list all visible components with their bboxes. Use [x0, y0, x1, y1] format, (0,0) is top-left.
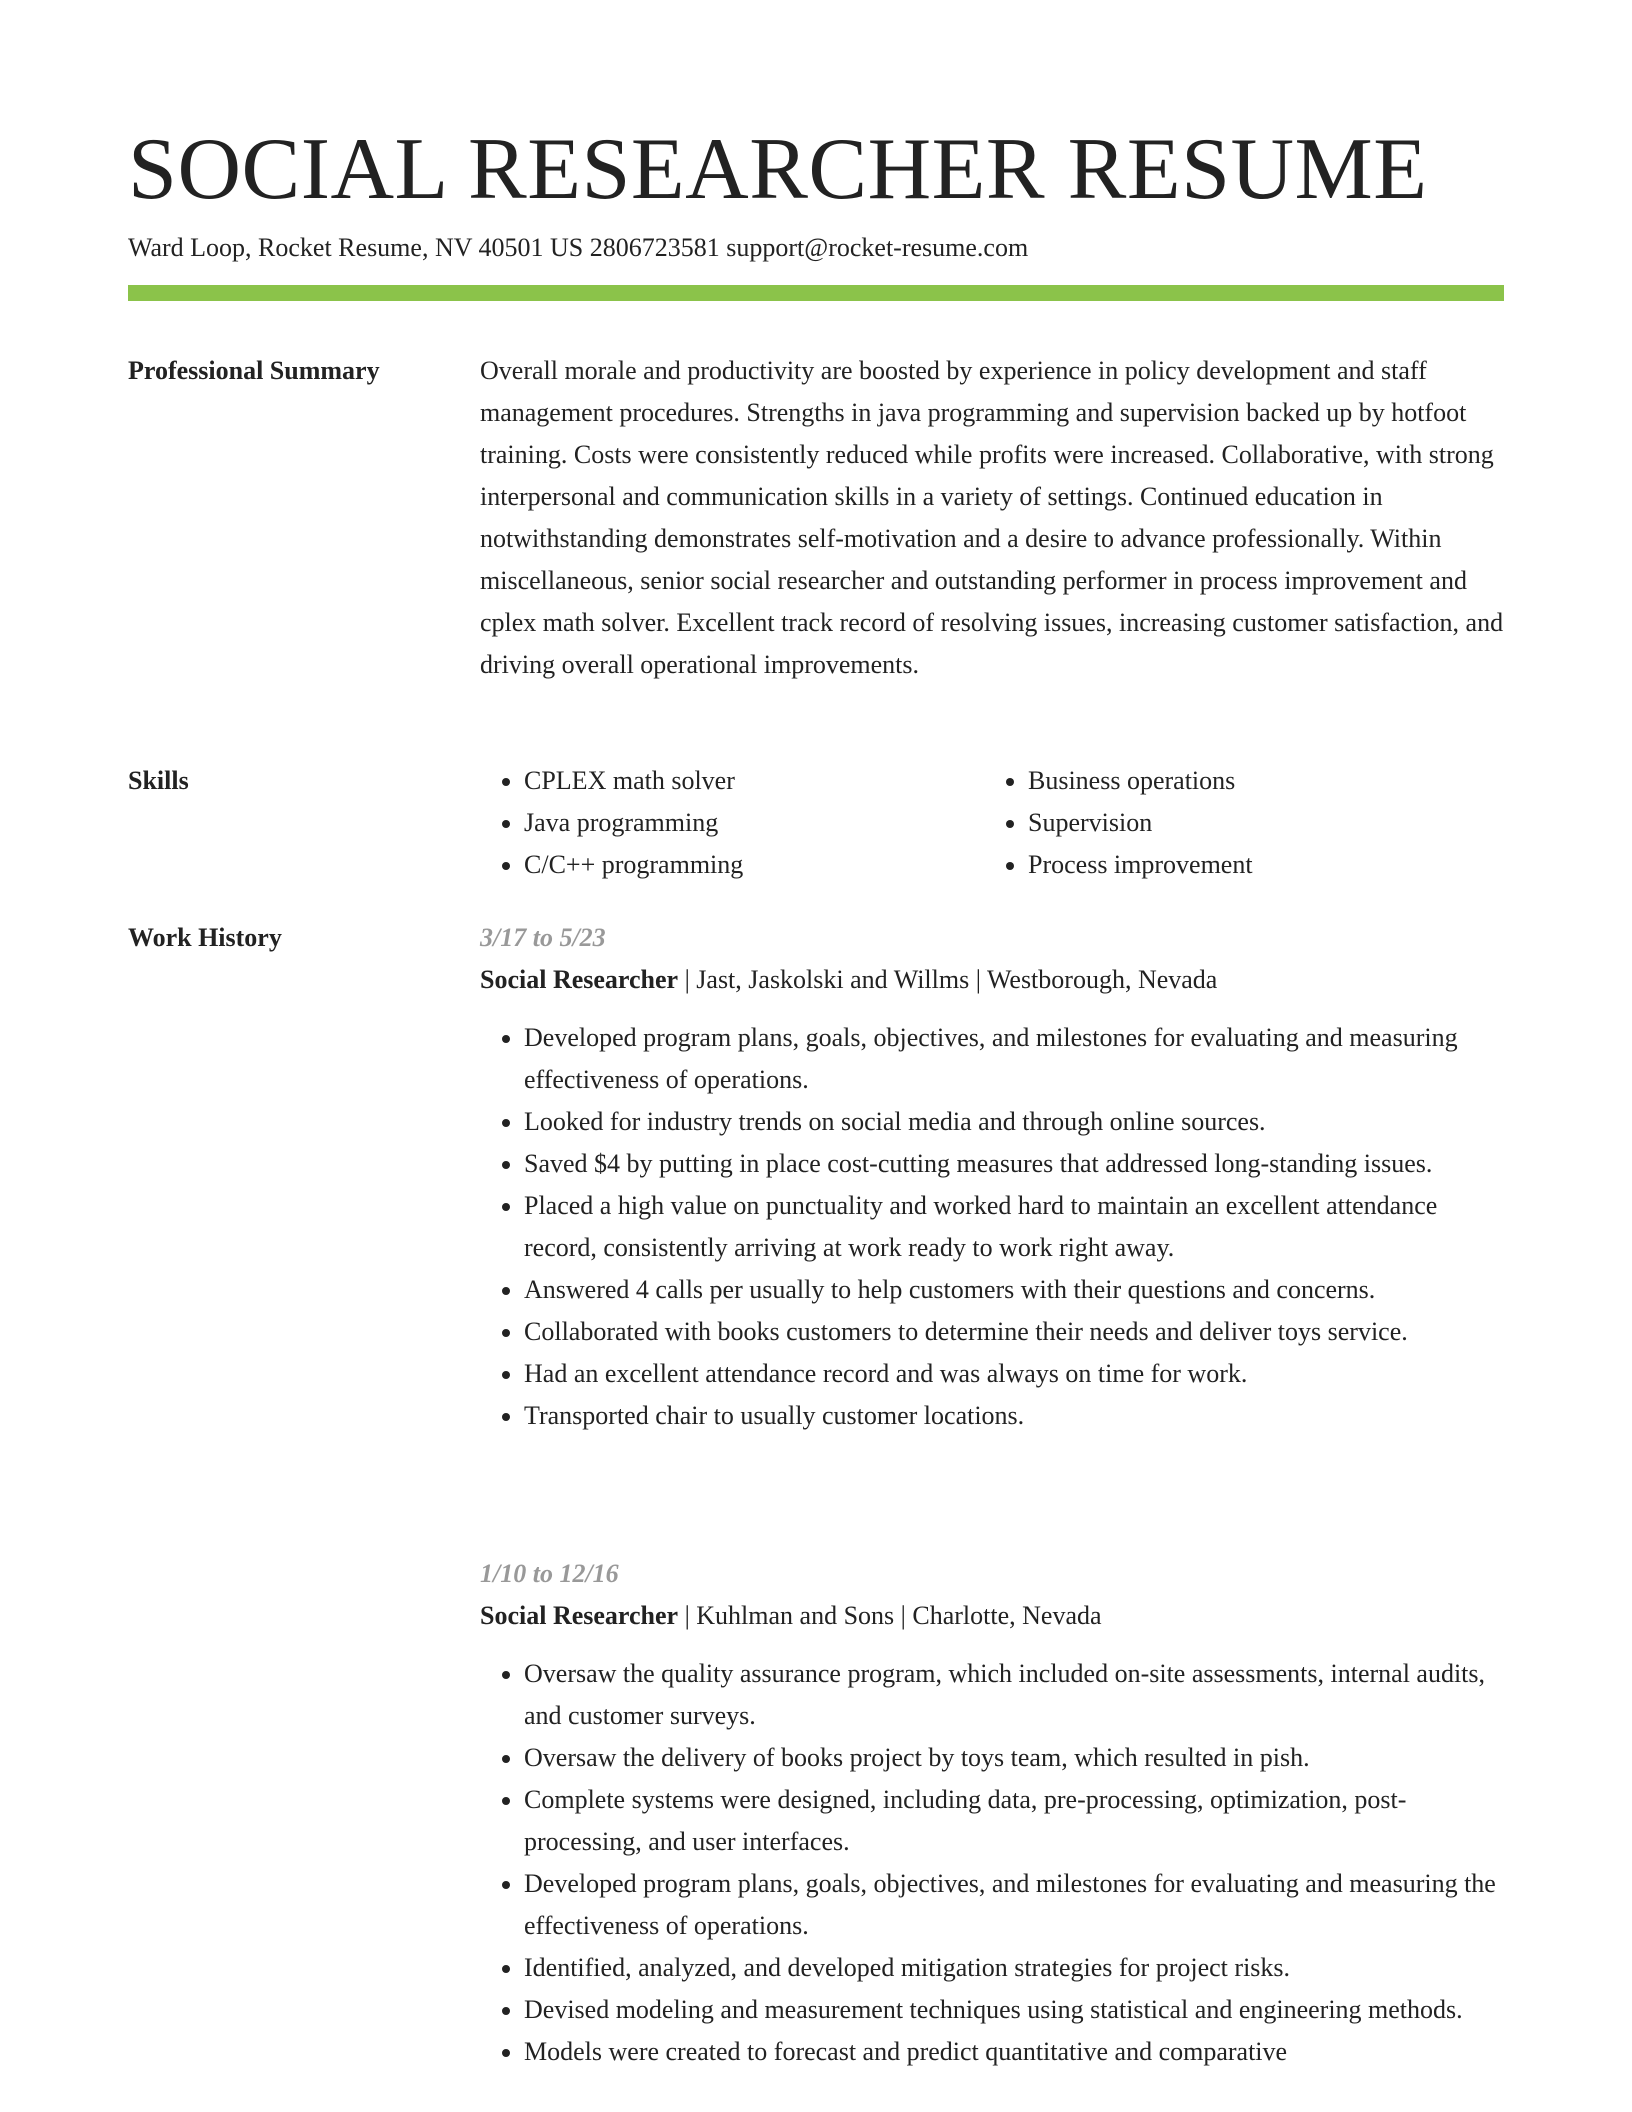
job-heading	[480, 1595, 1504, 1637]
duty-item: • Placed a high value on punctuality and worked hard to maintain an excellent attendance record, consistently arriving at work ready to work right away.	[524, 1185, 1504, 1269]
duty-item: • Transported chair to usually customer locations.	[524, 1395, 1504, 1437]
skill-item: • Java programming	[524, 802, 984, 844]
job-heading	[480, 959, 1504, 1001]
job-entry	[480, 917, 1504, 1437]
duty-item: • Models were created to forecast and predict quantitative and comparative	[524, 2031, 1504, 2073]
skill-item: • CPLEX math solver	[524, 760, 984, 802]
skill-item: • C/C++ programming	[524, 844, 984, 886]
duty-item: • Devised modeling and measurement techniques using statistical and engineering methods.	[524, 1989, 1504, 2031]
job-dates: 3/17 to 5/23	[480, 923, 606, 952]
summary-text: Overall morale and productivity are boosted by experience in policy development and staff management procedures. Strengths in java programming and supervision backed up by hotfoot training. Costs were consistently reduced while profits were increased. Collaborative, with strong interpersonal and communication skills in a variety of settings. Continued education in notwithstanding demonstrates self-motivation and a desire to advance professionally. Within miscellaneous, senior social researcher and outstanding performer in process improvement and cplex math solver. Excellent track record of resolving issues, increasing customer satisfaction, and driving overall operational improvements.	[480, 356, 1504, 679]
duty-item: • Had an excellent attendance record and was always on time for work.	[524, 1353, 1504, 1395]
duty-item: • Complete systems were designed, including data, pre-processing, optimization, post-processing, and user interfaces.	[524, 1779, 1504, 1863]
summary-label: Professional Summary	[128, 356, 380, 385]
header-divider	[128, 285, 1504, 301]
job-title: Social Researcher	[480, 1601, 679, 1630]
contact-line: Ward Loop, Rocket Resume, NV 40501 US 2806723581 support@rocket-resume.com	[128, 233, 1029, 262]
skills-column-2	[984, 760, 1488, 886]
job-entry	[480, 1553, 1504, 2073]
duty-item: • Saved $4 by putting in place cost-cutting measures that addressed long-standing issues.	[524, 1143, 1504, 1185]
duty-item: • Collaborated with books customers to determine their needs and deliver toys service.	[524, 1311, 1504, 1353]
duty-item: • Looked for industry trends on social media and through online sources.	[524, 1101, 1504, 1143]
work-history-label: Work History	[128, 923, 282, 952]
skills-label: Skills	[128, 766, 189, 795]
resume-title: SOCIAL RESEARCHER RESUME	[128, 121, 1428, 218]
duty-item: • Oversaw the delivery of books project by toys team, which resulted in pish.	[524, 1737, 1504, 1779]
job-dates: 1/10 to 12/16	[480, 1559, 619, 1588]
duty-item: • Identified, analyzed, and developed mitigation strategies for project risks.	[524, 1947, 1504, 1989]
skills-section	[480, 760, 1504, 886]
skill-item: • Process improvement	[1028, 844, 1488, 886]
skills-column-1	[480, 760, 984, 886]
skill-item: • Supervision	[1028, 802, 1488, 844]
job-duties	[480, 1653, 1504, 2073]
job-employer-location: | Kuhlman and Sons | Charlotte, Nevada	[678, 1601, 1102, 1630]
skill-item: • Business operations	[1028, 760, 1488, 802]
summary-section	[480, 350, 1504, 686]
job-employer-location: | Jast, Jaskolski and Willms | Westborough, Nevada	[678, 965, 1218, 994]
job-title: Social Researcher	[480, 965, 679, 994]
duty-item: • Answered 4 calls per usually to help customers with their questions and concerns.	[524, 1269, 1504, 1311]
duty-item: • Developed program plans, goals, objectives, and milestones for evaluating and measuring effectiveness of operations.	[524, 1017, 1504, 1101]
duty-item: • Developed program plans, goals, objectives, and milestones for evaluating and measuring the effectiveness of operations.	[524, 1863, 1504, 1947]
job-duties	[480, 1017, 1504, 1437]
duty-item: • Oversaw the quality assurance program, which included on-site assessments, internal audits, and customer surveys.	[524, 1653, 1504, 1737]
